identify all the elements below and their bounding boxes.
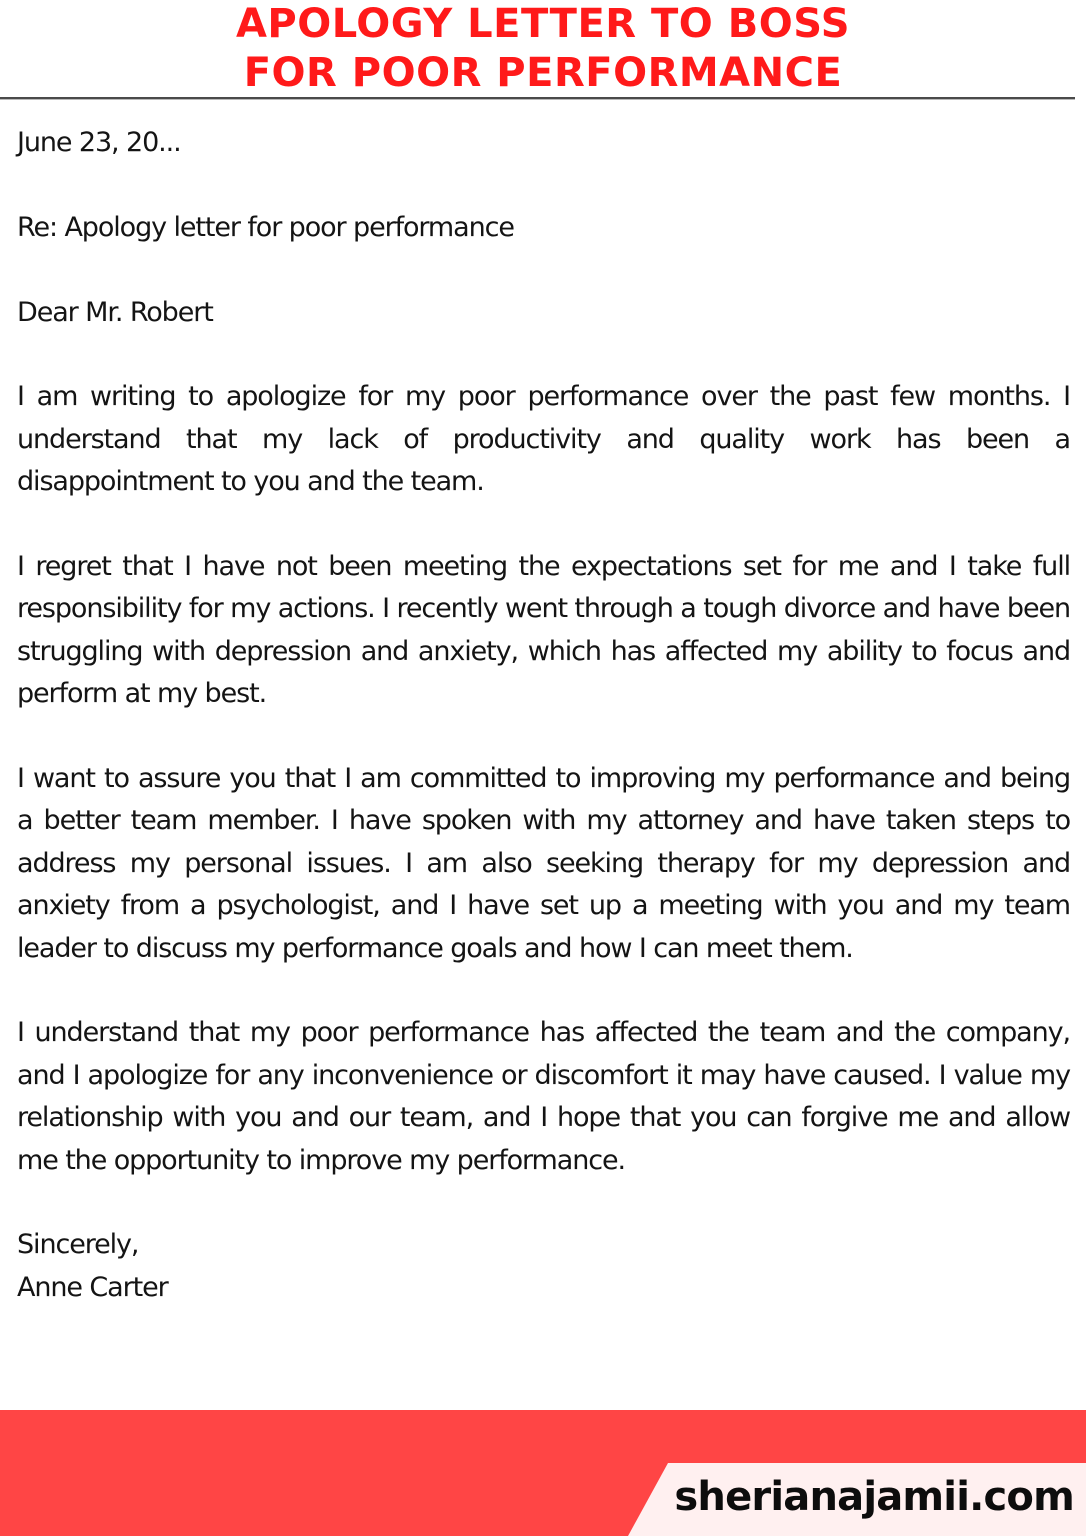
title-line-1: APOLOGY LETTER TO BOSS [235,1,851,47]
spacer [17,334,1070,376]
spacer [17,716,1070,758]
spacer [17,164,1070,206]
letter-paragraph-3: I want to assure you that I am committed to improving my performance and being a better team member. I have spoken with my attorney and have taken steps to address my personal issues. I am also seeking therapy for my depression and anxiety from a psychologist, and I have set up a meeting with you and my team leader to discuss my performance goals and how I can meet them. [17,763,1070,964]
letter-closing: Sincerely, [17,1229,139,1261]
letter-body [17,122,1070,1309]
letter-paragraph-2: I regret that I have not been meeting the expectations set for me and I take full responsibility for my actions. I recently went through a tough divorce and have been struggling with depression and anxiety, which has affected my ability to focus and perform at my best. [17,551,1070,710]
page-header [0,0,1086,100]
spacer [17,504,1070,546]
page-title [0,0,1086,98]
spacer [17,249,1070,291]
title-line-2: FOR POOR PERFORMANCE [243,50,843,96]
letter-paragraph-4: I understand that my poor performance has affected the team and the company, and I apologize for any inconvenience or discomfort it may have caused. I value my relationship with you and our team, and I hope that you can forgive me and allow me the opportunity to improve my performance. [17,1017,1070,1176]
letter-paragraph-1: I am writing to apologize for my poor performance over the past few months. I understand that my lack of productivity and quality work has been a disappointment to you and the team. [17,381,1070,498]
header-divider [0,97,1075,100]
letter-date: June 23, 20... [17,127,181,158]
letter-signature: Anne Carter [17,1271,168,1303]
spacer [17,970,1070,1012]
spacer [17,1182,1070,1224]
footer-website-link[interactable]: sherianajamii.com [674,1474,1074,1520]
letter-salutation: Dear Mr. Robert [17,296,213,328]
letter-subject: Re: Apology letter for poor performance [17,211,514,243]
